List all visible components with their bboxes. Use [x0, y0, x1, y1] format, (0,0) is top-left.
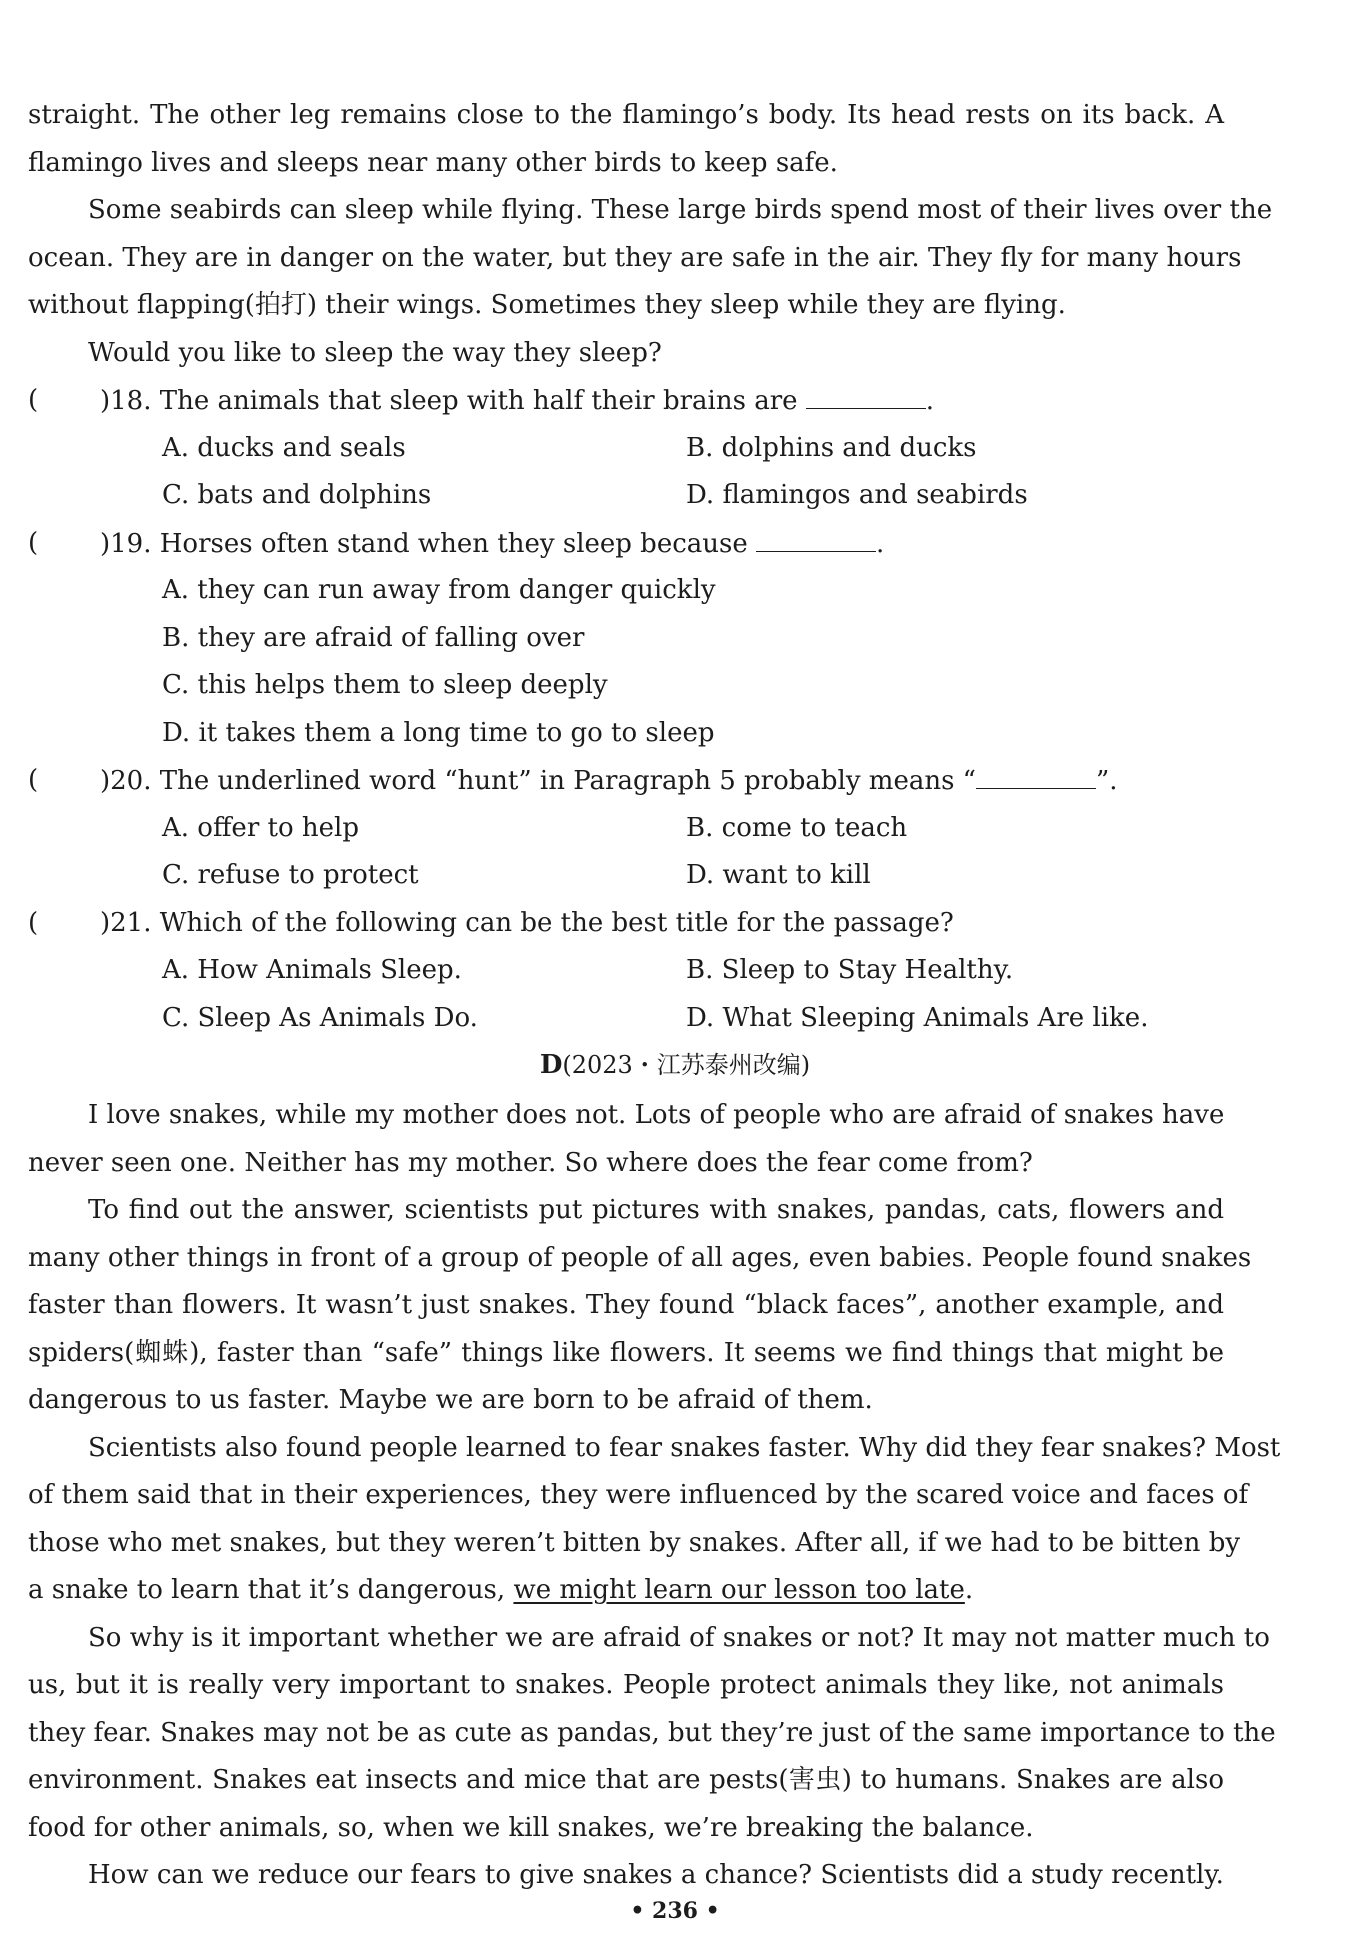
paragraph-line: never seen one. Neither has my mother. So where does the fear come from?: [28, 1148, 1033, 1178]
page-number: • 236 •: [630, 1898, 720, 1924]
paragraph-line: Scientists also found people learned to fear snakes faster. Why did they fear snakes? Most: [88, 1433, 1281, 1463]
underlined-sentence: we might learn our lesson too late: [513, 1575, 965, 1605]
question-stem: )20. The underlined word “hunt” in Paragraph 5 probably means “ ”.: [100, 762, 1118, 799]
option-b[interactable]: B. dolphins and ducks: [686, 433, 977, 463]
question-stem: )18. The animals that sleep with half their brains are .: [100, 382, 934, 419]
paragraph-line: food for other animals, so, when we kill snakes, we’re breaking the balance.: [28, 1813, 1034, 1843]
answer-paren[interactable]: (: [28, 765, 39, 795]
paragraph-line: How can we reduce our fears to give snakes a chance? Scientists did a study recently.: [88, 1860, 1224, 1890]
answer-paren[interactable]: (: [28, 528, 39, 558]
answer-paren[interactable]: (: [28, 385, 39, 415]
option-b[interactable]: B. come to teach: [686, 813, 908, 843]
option-c[interactable]: C. this helps them to sleep deeply: [162, 670, 608, 700]
paragraph-line: environment. Snakes eat insects and mice that are pests(害虫) to humans. Snakes are also: [28, 1765, 1224, 1795]
section-heading: [0, 1047, 1350, 1083]
paragraph-line: So why is it important whether we are afraid of snakes or not? It may not matter much to: [88, 1623, 1270, 1653]
paragraph-line: us, but it is really very important to snakes. People protect animals they like, not animals: [28, 1670, 1224, 1700]
paragraph-line: Would you like to sleep the way they sleep?: [88, 338, 662, 368]
paragraph-line: ocean. They are in danger on the water, but they are safe in the air. They fly for many hours: [28, 243, 1242, 273]
section-source: (2023・江苏泰州改编): [562, 1051, 811, 1079]
paragraph-line: without flapping(拍打) their wings. Sometimes they sleep while they are flying.: [28, 290, 1066, 320]
paragraph-line: those who met snakes, but they weren’t bitten by snakes. After all, if we had to be bitten by: [28, 1528, 1241, 1558]
option-a[interactable]: A. they can run away from danger quickly: [162, 575, 716, 605]
paragraph-line: spiders(蜘蛛), faster than “safe” things like flowers. It seems we find things that might be: [28, 1338, 1224, 1368]
question-stem: )19. Horses often stand when they sleep because .: [100, 525, 884, 562]
option-d[interactable]: D. What Sleeping Animals Are like.: [686, 1003, 1149, 1033]
paragraph-line: dangerous to us faster. Maybe we are born to be afraid of them.: [28, 1385, 873, 1415]
answer-paren[interactable]: (: [28, 908, 39, 938]
paragraph-line: Some seabirds can sleep while flying. These large birds spend most of their lives over the: [88, 195, 1273, 225]
option-a[interactable]: A. offer to help: [162, 813, 359, 843]
option-c[interactable]: C. refuse to protect: [162, 860, 419, 890]
option-d[interactable]: D. flamingos and seabirds: [686, 480, 1028, 510]
paragraph-line: they fear. Snakes may not be as cute as pandas, but they’re just of the same importance to the: [28, 1718, 1276, 1748]
paragraph-line: I love snakes, while my mother does not. Lots of people who are afraid of snakes have: [88, 1100, 1225, 1130]
answer-blank: [976, 762, 1096, 789]
paragraph-line: a snake to learn that it’s dangerous, we might learn our lesson too late.: [28, 1575, 974, 1605]
option-d[interactable]: D. it takes them a long time to go to sleep: [162, 718, 715, 748]
paragraph-line: straight. The other leg remains close to the flamingo’s body. Its head rests on its back. A: [28, 100, 1224, 130]
option-a[interactable]: A. ducks and seals: [162, 433, 406, 463]
answer-blank: [806, 382, 926, 409]
option-b[interactable]: B. they are afraid of falling over: [162, 623, 585, 653]
option-c[interactable]: C. bats and dolphins: [162, 480, 432, 510]
option-c[interactable]: C. Sleep As Animals Do.: [162, 1003, 478, 1033]
paragraph-line: To find out the answer, scientists put pictures with snakes, pandas, cats, flowers and: [88, 1195, 1224, 1225]
paragraph-line: flamingo lives and sleeps near many other birds to keep safe.: [28, 148, 838, 178]
paragraph-line: faster than flowers. It wasn’t just snakes. They found “black faces”, another example, and: [28, 1290, 1224, 1320]
paragraph-line: many other things in front of a group of people of all ages, even babies. People found snakes: [28, 1243, 1252, 1273]
option-b[interactable]: B. Sleep to Stay Healthy.: [686, 955, 1014, 985]
section-letter: D: [539, 1050, 563, 1080]
option-d[interactable]: D. want to kill: [686, 860, 871, 890]
option-a[interactable]: A. How Animals Sleep.: [162, 955, 462, 985]
paragraph-line: of them said that in their experiences, they were influenced by the scared voice and faces of: [28, 1480, 1249, 1510]
question-stem: )21. Which of the following can be the best title for the passage?: [100, 908, 954, 938]
answer-blank: [756, 525, 876, 552]
